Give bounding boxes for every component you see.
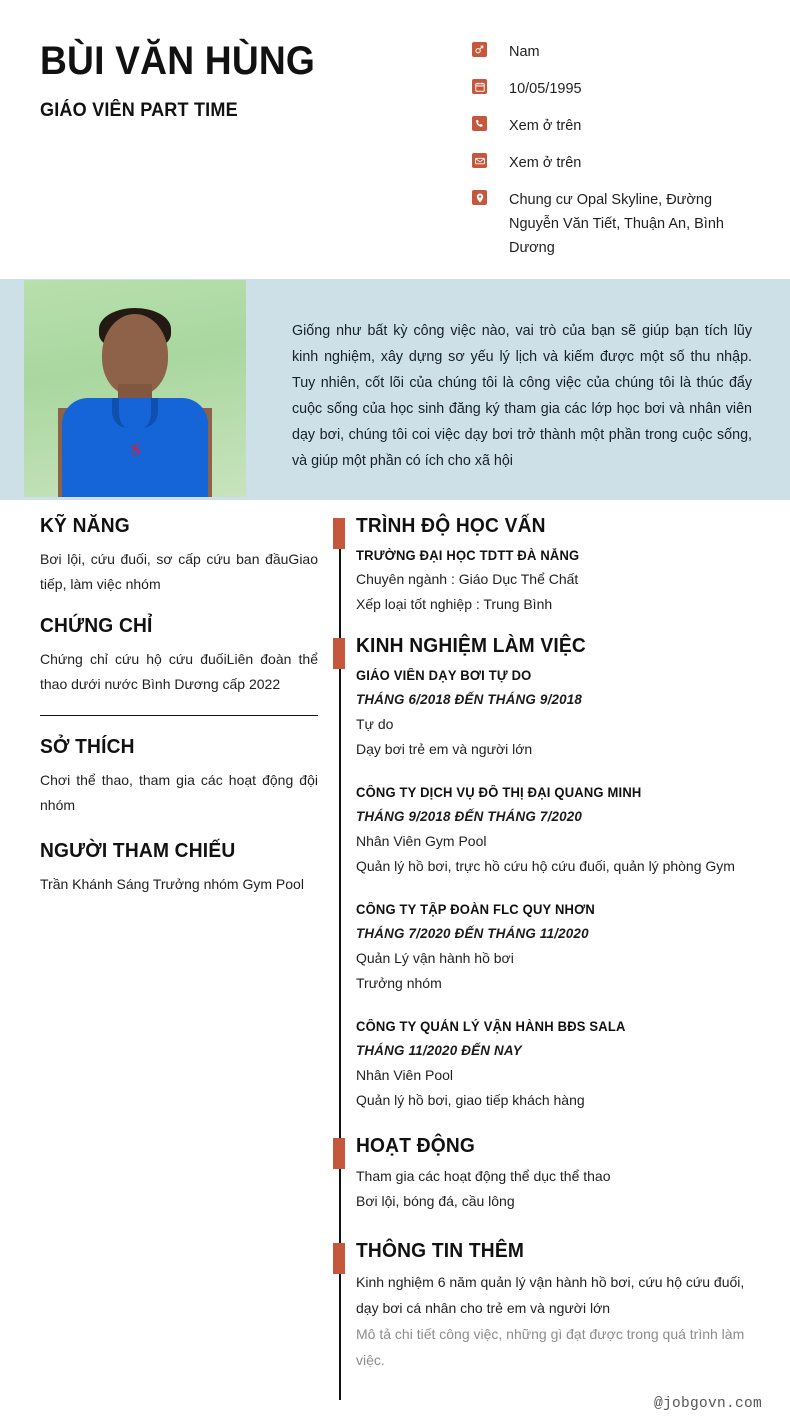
section-skills [40,515,318,597]
experience-entry [356,898,758,996]
section-activities [334,1135,758,1214]
timeline-marker-additional [333,1243,345,1274]
education-entry [356,544,758,617]
experience-role: CÔNG TY TẬP ĐOÀN FLC QUY NHƠN [356,902,595,917]
contact-list [472,40,762,260]
contact-item-phone [472,114,762,138]
section-additional-info [334,1240,758,1373]
experience-line: Tự do [356,716,394,732]
experience-line: Trưởng nhóm [356,975,442,991]
page-title: BÙI VĂN HÙNG [40,39,316,83]
left-sidebar [40,515,318,915]
main-content [334,515,758,1391]
job-title: GIÁO VIÊN PART TIME [40,100,238,122]
photo-shirt-logo: S [131,440,141,459]
contact-value-address: Chung cư Opal Skyline, Đường Nguyễn Văn Tiết, Thuận An, Bình Dương [509,192,724,256]
footer-watermark: @jobgovn.com [653,1396,762,1412]
section-certificates [40,615,318,697]
additional-placeholder: Mô tả chi tiết công việc, những gì đạt được trong quá trình làm việc. [356,1326,745,1368]
experience-line: Quản lý hồ bơi, giao tiếp khách hàng [356,1092,585,1108]
phone-icon [472,116,487,131]
hobbies-body: Chơi thể thao, tham gia các hoạt động đội nhóm [40,772,318,813]
activities-line: Bơi lội, bóng đá, cầu lông [356,1193,515,1209]
skills-heading: KỸ NĂNG [40,515,130,537]
skills-body: Bơi lội, cứu đuối, sơ cấp cứu ban đầuGiao tiếp, làm việc nhóm [40,551,318,592]
references-heading: NGƯỜI THAM CHIẾU [40,840,236,862]
calendar-icon [472,79,487,94]
email-icon [472,153,487,168]
experience-period: THÁNG 9/2018 ĐẾN THÁNG 7/2020 [356,809,583,824]
experience-line: Quản lý hồ bơi, trực hồ cứu hộ cứu đuối, quản lý phòng Gym [356,858,735,874]
gender-icon [472,42,487,57]
activities-heading: HOẠT ĐỘNG [356,1135,476,1157]
timeline-marker-experience [333,638,345,669]
contact-value-email: Xem ở trên [509,155,582,171]
timeline-marker-activities [333,1138,345,1169]
experience-period: THÁNG 11/2020 ĐẾN NAY [356,1043,522,1058]
experience-role: GIÁO VIÊN DẠY BƠI TỰ DO [356,668,532,683]
section-hobbies [40,736,318,818]
contact-item-birthdate [472,77,762,101]
avatar [24,280,246,497]
section-references [40,840,318,897]
certificates-heading: CHỨNG CHỈ [40,615,153,637]
section-experience [334,635,758,1113]
experience-entry [356,781,758,879]
certificates-body: Chứng chỉ cứu hộ cứu đuốiLiên đoàn thể thao dưới nước Bình Dương cấp 2022 [40,651,318,692]
experience-line: Quản Lý vận hành hồ bơi [356,950,514,966]
sidebar-divider [40,715,318,716]
contact-value-birthdate: 10/05/1995 [509,81,582,97]
activities-line: Tham gia các hoạt động thể dục thể thao [356,1168,611,1184]
experience-role: CÔNG TY DỊCH VỤ ĐÔ THỊ ĐẠI QUANG MINH [356,785,642,800]
references-body: Trần Khánh Sáng Trưởng nhóm Gym Pool [40,876,304,892]
name-block [40,40,460,122]
experience-line: Nhân Viên Pool [356,1067,454,1083]
experience-entry [356,664,758,762]
cv-header [0,0,790,278]
photo-collar [112,398,158,428]
contact-item-email [472,151,762,175]
experience-role: CÔNG TY QUẢN LÝ VẬN HÀNH BĐS SALA [356,1019,626,1034]
experience-entry [356,1015,758,1113]
additional-line: Kinh nghiệm 6 năm quản lý vận hành hồ bơi, cứu hộ cứu đuối, dạy bơi cá nhân cho trẻ em và người lớn [356,1274,745,1316]
profile-summary: Giống như bất kỳ công việc nào, vai trò của bạn sẽ giúp bạn tích lũy kinh nghiệm, xây dựng sơ yếu lý lịch và kiếm được một số thu nhập. Tuy nhiên, cốt lõi của chúng tôi là công việc của chúng tôi là thúc đẩy cuộc sống của học sinh đăng ký tham gia các lớp học bơi và nhân viên dạy bơi, chúng tôi coi việc dạy bơi trở thành một phần trong cuộc sống, và giúp một phần có ích cho xã hội [292,323,752,469]
timeline-marker-education [333,518,345,549]
education-heading: TRÌNH ĐỘ HỌC VẤN [356,515,546,537]
education-line: Xếp loại tốt nghiệp : Trung Bình [356,596,553,612]
experience-heading: KINH NGHIỆM LÀM VIỆC [356,635,586,657]
contact-item-gender [472,40,762,64]
location-icon [472,190,487,205]
section-education [334,515,758,617]
contact-item-address [472,188,762,260]
education-school: TRƯỜNG ĐẠI HỌC TDTT ĐÀ NẴNG [356,548,580,563]
experience-line: Dạy bơi trẻ em và người lớn [356,741,533,757]
additional-heading: THÔNG TIN THÊM [356,1240,525,1262]
contact-value-gender: Nam [509,44,540,60]
education-line: Chuyên ngành : Giáo Dục Thể Chất [356,571,579,587]
experience-period: THÁNG 6/2018 ĐẾN THÁNG 9/2018 [356,692,583,707]
experience-period: THÁNG 7/2020 ĐẾN THÁNG 11/2020 [356,926,589,941]
contact-value-phone: Xem ở trên [509,118,582,134]
hobbies-heading: SỞ THÍCH [40,736,135,758]
experience-line: Nhân Viên Gym Pool [356,833,487,849]
